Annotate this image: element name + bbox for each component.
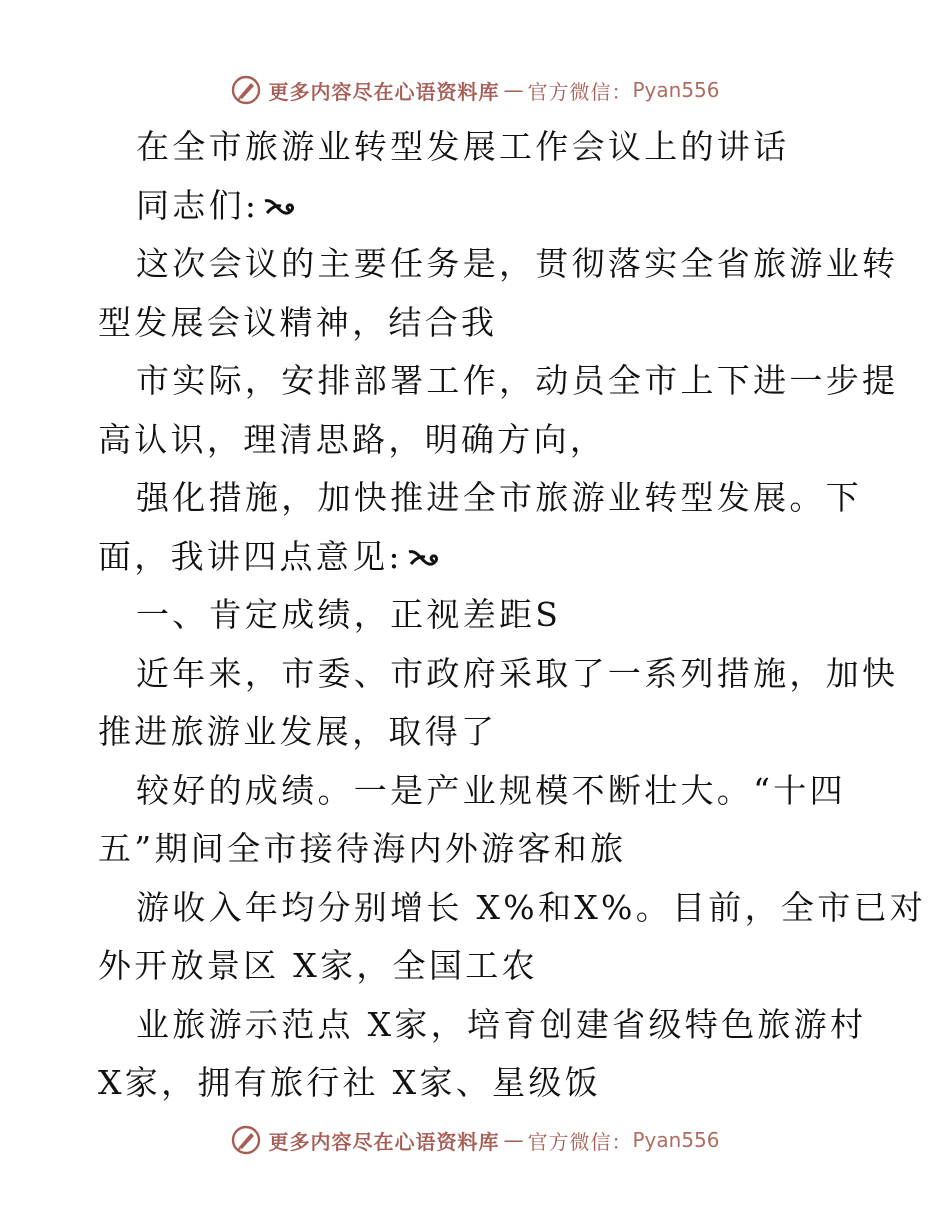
paragraph-line: 型发展会议精神，结合我 bbox=[98, 302, 498, 342]
paragraph-line: 近年来，市委、市政府采取了一系列措施，加快 bbox=[136, 653, 899, 693]
banner-contact-label: 官方微信： bbox=[527, 79, 633, 104]
paragraph-line: 较好的成绩。一是产业规模不断壮大。“十四 bbox=[136, 770, 846, 810]
pen-logo-icon bbox=[230, 74, 262, 106]
paragraph-line: 推进旅游业发展，取得了 bbox=[98, 712, 498, 751]
banner-brand-text: 更多内容尽在心语资料库 bbox=[268, 79, 500, 104]
document-body bbox=[98, 118, 927, 1113]
paragraph-line: 这次会议的主要任务是，贯彻落实全省旅游业转 bbox=[136, 244, 899, 283]
section-heading: 一、肯定成绩，正视差距S bbox=[136, 595, 562, 634]
banner-wechat-id: Pyan556 bbox=[632, 78, 720, 102]
salutation-line bbox=[98, 177, 878, 236]
banner-wechat-id: Pyan556 bbox=[632, 1128, 720, 1152]
paragraph-line: X家，拥有旅行社 X家、星级饭 bbox=[98, 1063, 601, 1102]
banner-brand-text: 更多内容尽在心语资料库 bbox=[268, 1129, 500, 1154]
banner-contact-label: 官方微信： bbox=[527, 1129, 633, 1154]
paragraph-line: 市实际，安排部署工作，动员全市上下进一步提 bbox=[136, 361, 899, 400]
paragraph-line: 外开放景区 X家，全国工农 bbox=[98, 946, 538, 985]
pen-logo-icon bbox=[230, 1124, 262, 1156]
paragraph-line: 业旅游示范点 X家，培育创建省级特色旅游村 bbox=[136, 1004, 867, 1044]
paragraph-line: 强化措施，加快推进全市旅游业转型发展。下 bbox=[136, 478, 862, 517]
paragraph-line: 游收入年均分别增长 X%和X%。目前，全市已对 bbox=[136, 887, 927, 927]
paragraph-line: 高认识，理清思路，明确方向， bbox=[98, 419, 607, 459]
paragraph-line-text: 面，我讲四点意见: bbox=[98, 536, 403, 576]
paragraph-line-with-ornament bbox=[98, 528, 878, 587]
paragraph-ornament-icon bbox=[263, 197, 299, 219]
salutation-text: 同志们: bbox=[136, 185, 260, 225]
banner-separator: — bbox=[503, 1128, 524, 1152]
header-watermark-banner bbox=[0, 70, 950, 110]
document-title: 在全市旅游业转型发展工作会议上的讲话 bbox=[136, 127, 790, 166]
footer-watermark-banner bbox=[0, 1120, 950, 1160]
paragraph-ornament-icon bbox=[407, 548, 443, 570]
paragraph-line: 五”期间全市接待海内外游客和旅 bbox=[98, 829, 627, 868]
banner-separator: — bbox=[503, 78, 524, 102]
